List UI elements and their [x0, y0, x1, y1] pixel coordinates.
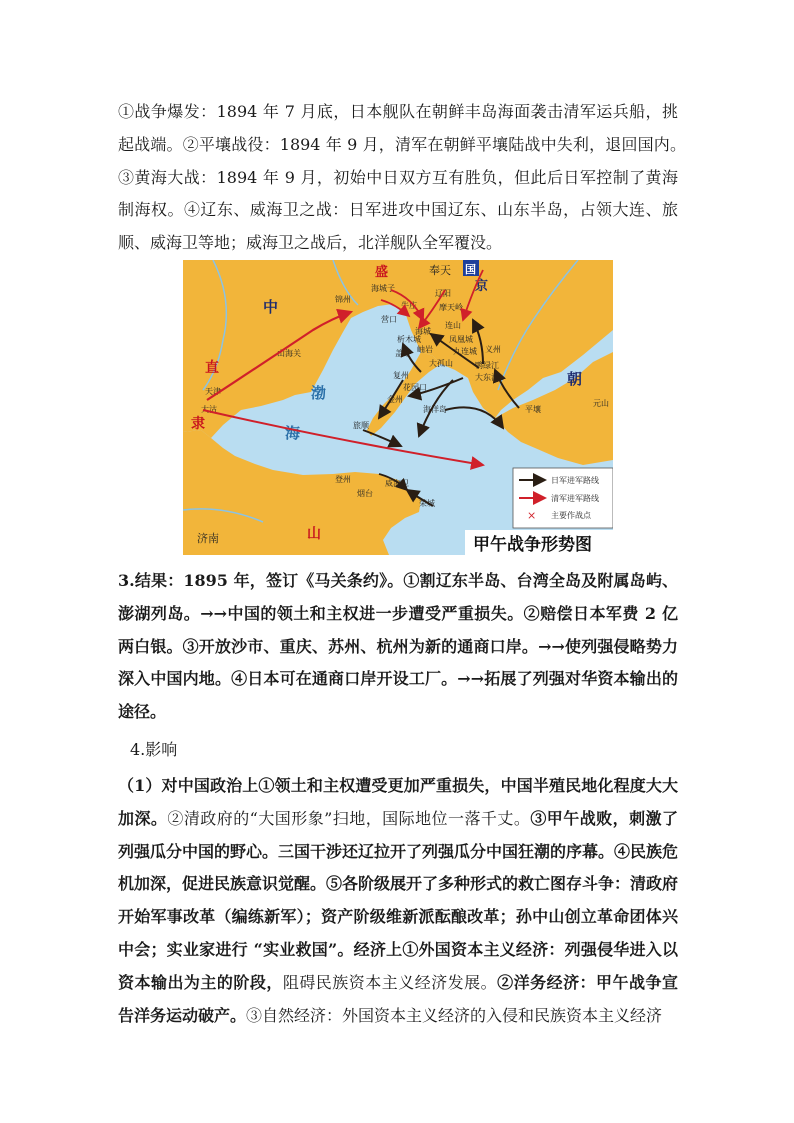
place-gaiping: 盖平: [395, 349, 411, 358]
place-dagushan: 大孤山: [429, 359, 453, 368]
map-title: 甲午战争形势图: [473, 535, 592, 555]
place-niuzhuang: 牛庄: [401, 301, 417, 310]
result-paragraph: 3.结果：1895 年，签订《马关条约》。①割辽东半岛、台湾全岛及附属岛屿、澎湖列岛。→→中国的领土和主权进一步遭受严重损失。②赔偿日本军费 2 亿两白银。③开放沙市、重庆、苏州、杭州为新的通商口岸。→→使列强侵略势力深入中国内地。④日本可在通商口岸开设工厂。→→拓展了列强对华资本输出的途径。: [118, 571, 678, 722]
place-lvshun: 旅顺: [353, 421, 369, 430]
sea-label-bo: 渤: [311, 384, 327, 402]
region-label-guo: 国: [465, 263, 476, 276]
place-haiyangdao: 海洋岛: [423, 405, 447, 414]
place-rongcheng: 荣城: [419, 499, 435, 508]
place-jinzhou-s: 金州: [387, 395, 403, 404]
region-label-li: 隶: [191, 416, 205, 432]
war-outbreak-paragraph: ①战争爆发：1894 年 7 月底，日本舰队在朝鲜丰岛海面袭击清军运兵船，挑起战端。②平壤战役：1894 年 9 月，清军在朝鲜平壤陆战中失利，退回国内。 ③黄海大战：1894 年 9 月，初始中日双方互有胜负，但此后日军控制了黄海制海权。④辽东、威海卫之战：日军进攻中国辽东、山东半岛，占领大连、旅顺、威海卫等地；威海卫之战后，北洋舰队全军覆没。: [118, 102, 695, 253]
place-jinan: 济南: [197, 532, 219, 545]
place-jinzhou-n: 锦州: [335, 295, 351, 304]
place-tianjin: 天津: [205, 387, 221, 396]
sea-label-hai: 海: [285, 424, 301, 442]
place-liaoyang: 辽阳: [435, 289, 451, 298]
place-fenghuangcheng: 凤凰城: [449, 335, 473, 344]
region-label-zhong: 中: [263, 298, 279, 316]
place-pingrang: 平壤: [525, 405, 541, 414]
legend-qing-route: 清军进军路线: [551, 494, 599, 503]
place-shanhaiguan: 山海关: [277, 349, 301, 358]
place-fengtian: 奉天: [429, 264, 451, 277]
region-label-sheng: 盛: [375, 265, 389, 280]
place-dadonggou: 大东沟: [475, 373, 499, 382]
place-lianshan: 连山: [445, 321, 461, 330]
impact-paragraph: [118, 770, 678, 1032]
place-yalujiang: 鸭绿江: [475, 361, 499, 370]
impact-heading: 4.影响: [130, 740, 178, 759]
place-yantai: 烟台: [357, 489, 373, 498]
place-weihaiwei: 威海卫: [385, 479, 409, 488]
place-yuanshan: 元山: [593, 399, 609, 408]
impact-part-f: ③自然经济：外国资本主义经济的入侵和民族资本主义经济: [246, 1005, 663, 1025]
impact-part-d: 阻碍民族资本主义经济发展。: [282, 972, 498, 992]
region-label-chao: 朝: [567, 370, 583, 388]
place-huayuankou: 花园口: [403, 383, 427, 392]
legend-battle-point: 主要作战点: [551, 511, 591, 520]
region-label-shan: 山: [307, 526, 321, 542]
place-haichengzi: 海城子: [371, 284, 395, 293]
place-ximucheng: 析木城: [397, 335, 421, 344]
legend-japan-route: 日军进军路线: [551, 476, 599, 485]
place-xiuyan: 岫岩: [417, 345, 433, 354]
place-jiuliancheng: 九连城: [453, 347, 477, 356]
impact-part-c: ③甲午战败，刺激了列强瓜分中国的野心。三国干涉还辽拉开了列强瓜分中国狂潮的序幕。④民族危机加深，促进民族意识觉醒。⑤各阶级展开了多种形式的救亡图存斗争：清政府开始军事改革（编练新军）；资产阶级维新派酝酿改革；孙中山创立革命团体兴中会；实业家进行 “实业救国”。经济上①外国资本主义经济：列强侵华进入以资本输出为主的阶段，: [118, 808, 679, 992]
place-dengzhou: 登州: [335, 475, 351, 484]
place-motianling: 摩天岭: [439, 303, 463, 312]
place-fuzhou: 复州: [393, 371, 409, 380]
region-label-zhi: 直: [205, 360, 219, 376]
place-haicheng: 海城: [415, 327, 431, 336]
place-yizhou: 义州: [485, 345, 501, 354]
impact-part-b: ②清政府的“大国形象”扫地，国际地位一落千丈。: [167, 808, 531, 828]
place-yingkou: 营口: [381, 315, 397, 324]
impact-part-a: （1）对中国政治上①领土和主权遭受更加严重损失，中国半殖民地化程度大大加深。: [118, 776, 678, 828]
svg-text:×: ×: [527, 509, 537, 522]
sino-japanese-war-map: [183, 260, 613, 555]
place-dagu: 大沽: [201, 405, 217, 414]
impact-part-e: ②洋务经济：甲午战争宣告洋务运动破产。: [118, 972, 678, 1025]
region-label-jing: 京: [475, 279, 489, 294]
